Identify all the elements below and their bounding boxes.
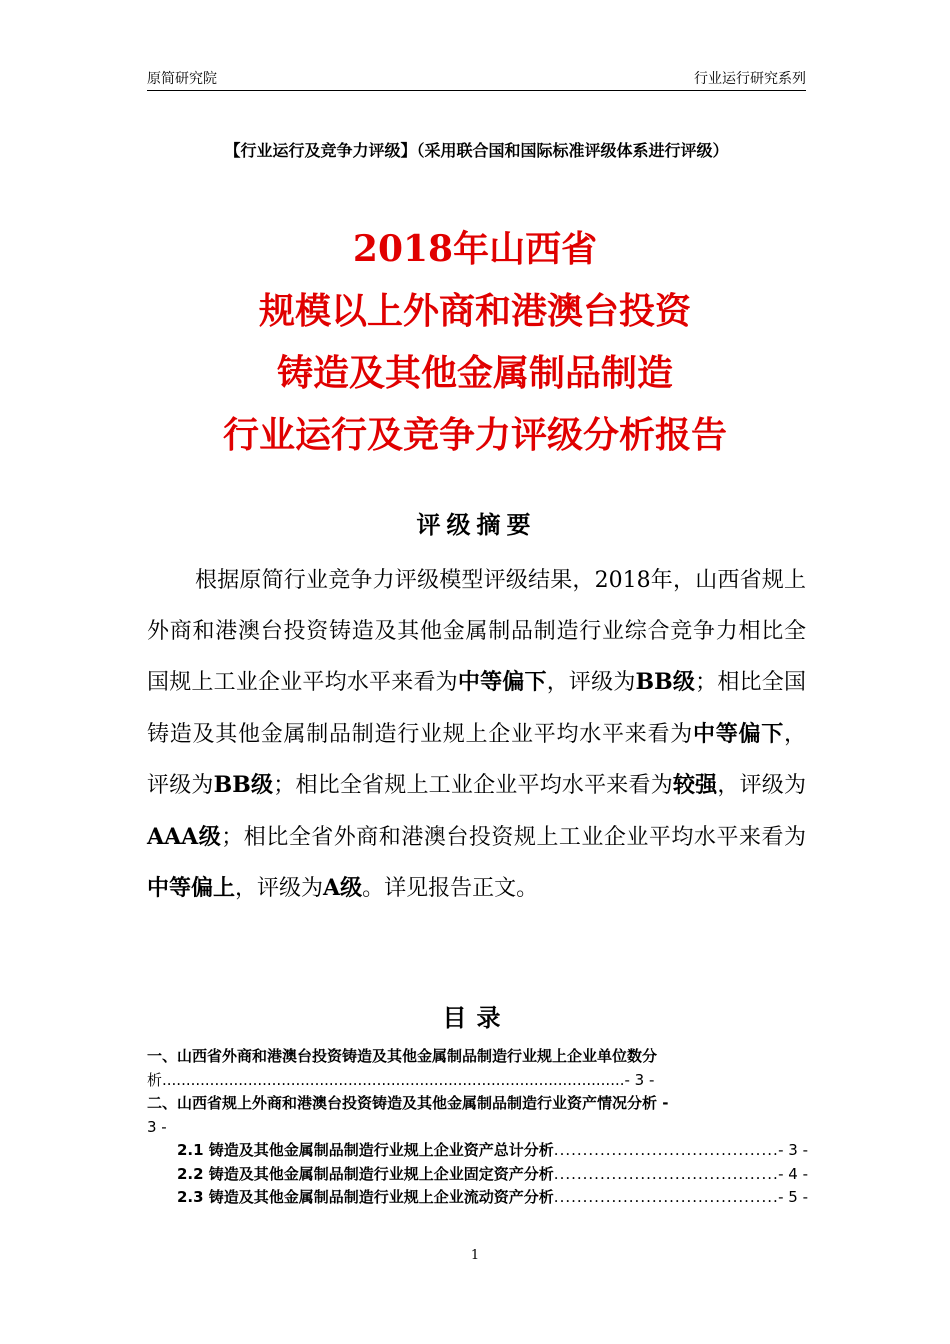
title-line-1: 2018年山西省 [352,228,598,270]
abstract-text: ，评级为 [546,670,636,695]
title-line-3: 铸造及其他金属制品制造 [276,352,673,394]
toc-subitem[interactable] [147,1163,808,1187]
toc-item-1-leader: 析.................................................................................................- 3 - [147,1070,655,1089]
page-header [147,66,806,91]
rating-desc: 较强 [672,772,718,798]
abstract-text: ；相比全国铸造及其他金属制品制造行业规上企业平均水平来看为 [147,670,806,747]
toc-item-2[interactable] [147,1092,808,1139]
page-number: 1 [470,1248,480,1263]
rating-grade: BB级 [213,772,274,798]
abstract-text: ；相比全省规上工业企业平均水平来看为 [273,773,673,798]
title-line-4: 行业运行及竞争力评级分析报告 [222,414,727,456]
toc-subitem[interactable] [147,1186,808,1210]
rating-desc: 中等偏下 [457,669,547,695]
toc-subitem[interactable] [147,1139,808,1163]
rating-desc: 中等偏下 [692,720,784,747]
abstract-text: ；相比全省外商和港澳台投资规上工业企业平均水平来看为 [221,824,806,850]
toc-subitem-page: - 5 - [778,1188,808,1206]
toc-item-2-page: 3 - [147,1117,167,1136]
toc-subitem-label: 2.1 铸造及其他金属制品制造行业规上企业资产总计分析 [177,1141,554,1159]
header-org: 原简研究院 [147,71,217,87]
report-tagline: 【行业运行及竞争力评级】（采用联合国和国际标准评级体系进行评级） [224,141,729,160]
abstract-text: ，评级为 [235,876,324,901]
rating-grade: AAA级 [147,823,222,850]
toc-leader [554,1186,778,1210]
toc-leader [554,1163,778,1187]
rating-grade: BB级 [635,669,696,695]
table-of-contents [147,1045,808,1210]
abstract-text: ，评级为 [147,721,806,798]
toc-item-2-title: 二、山西省规上外商和港澳台投资铸造及其他金属制品制造行业资产情况分析 - [147,1094,669,1112]
abstract-body [147,556,806,915]
abstract-text: 。详见报告正文。 [362,876,539,901]
toc-subitem-page: - 4 - [778,1164,808,1183]
toc-subitem-label: 2.2 铸造及其他金属制品制造行业规上企业固定资产分析 [177,1164,554,1183]
rating-desc: 中等偏上 [147,875,236,901]
toc-subitem-page: - 3 - [778,1141,808,1159]
abstract-text: 根据原简行业竞争力评级模型评级结果，2018年，山西省规上外商和港澳台投资铸造及其他金属制品制造行业综合竞争力相比全国规上工业企业平均水平来看为 [147,568,806,695]
abstract-heading: 评级摘要 [416,511,537,539]
toc-item-1-title: 一、山西省外商和港澳台投资铸造及其他金属制品制造行业规上企业单位数分 [147,1047,658,1065]
toc-item-1[interactable] [147,1045,808,1092]
abstract-paragraph [147,556,806,915]
toc-heading: 目录 [442,1004,511,1032]
title-line-2: 规模以上外商和港澳台投资 [258,290,691,332]
toc-leader [554,1139,778,1163]
report-title [100,218,850,466]
abstract-text: ，评级为 [717,773,806,798]
header-series: 行业运行研究系列 [694,71,806,87]
rating-grade: A级 [323,875,363,901]
toc-subitem-label: 2.3 铸造及其他金属制品制造行业规上企业流动资产分析 [177,1188,554,1206]
